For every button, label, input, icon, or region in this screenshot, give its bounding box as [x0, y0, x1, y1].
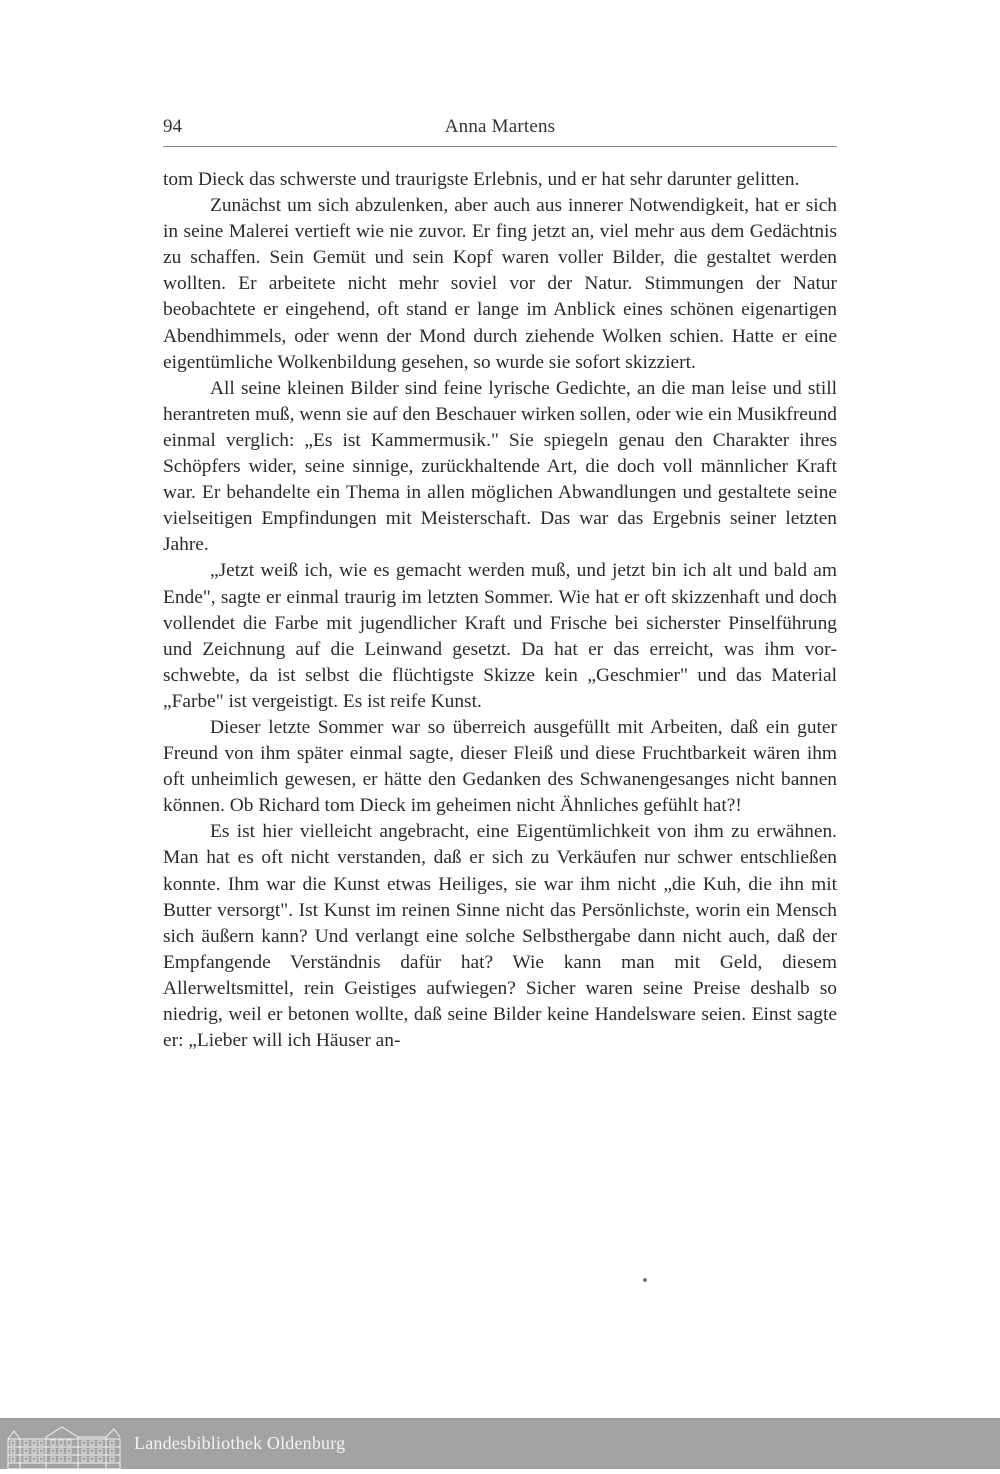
page-number: 94 — [163, 116, 182, 137]
paragraph: „Jetzt weiß ich, wie es gemacht werden muß, und jetzt bin ich alt und bald am Ende", sagte er einmal traurig im letzten Sommer. Wie hat er oft skizzenhaft und doch vollendet die Farbe mit jugendlicher Kraft und Frische bei sicherster Pinselführung und Zeichnung auf die Leinwand gesetzt. Da hat er das erreicht, was ihm vorschwebte, da ist selbst die flüchtigste Skizze kein „Geschmier" und das Material „Farbe" ist vergeistigt. Es ist reife Kunst. — [163, 560, 837, 712]
paragraph: Zunächst um sich abzulenken, aber auch aus innerer Notwendigkeit, hat er sich in seine Malerei vertieft wie nie zuvor. Er fing jetzt an, viel mehr aus dem Gedächtnis zu schaffen. Sein Gemüt und sein Kopf waren voller Bilder, die gestaltet werden wollten. Er arbeitete nicht mehr soviel vor der Natur. Stimmungen der Natur beobachtete er eingehend, oft stand er lange im Anblick eines schönen eigenartigen Abendhimmels, oder wenn der Mond durch ziehende Wolken schien. Hatte er eine eigentümliche Wolkenbildung gesehen, so wurde sie sofort skizziert. — [163, 195, 837, 373]
running-title: Anna Martens — [444, 116, 556, 137]
header-rule — [163, 146, 837, 147]
scan-speck — [643, 1278, 647, 1282]
running-head — [163, 114, 837, 142]
paragraph: All seine kleinen Bilder sind feine lyrische Gedichte, an die man leise und still herantreten muß, wenn sie auf den Beschauer wirken sollen, oder wie ein Musikfreund einmal verglich: „Es ist Kammermusik." Sie spiegeln genau den Charakter ihres Schöpfers wider, seine sinnige, zurückhaltende Art, die doch voll männlicher Kraft war. Er behandelte ein Thema in allen möglichen Abwandlungen und gestaltete seine vielseitigen Empfindungen mit Meisterschaft. Das war das Ergebnis seiner letzten Jahre. — [163, 377, 837, 556]
paragraph: tom Dieck das schwerste und traurigste Erlebnis, und er hat sehr darunter gelitten. — [163, 169, 800, 190]
body-text — [163, 167, 837, 1054]
paragraph: Es ist hier vielleicht angebracht, eine Eigentümlichkeit von ihm zu erwähnen. Man hat es oft nicht verstanden, daß er sich zu Verkäufen nur schwer entschließen konnte. Ihm war die Kunst etwas Heiliges, sie war ihm nicht „die Kuh, die ihn mit Butter versorgt". Ist Kunst im reinen Sinne nicht das Persönlichste, worin ein Mensch sich äußern kann? Und verlangt eine solche Selbsthergabe dann nicht auch, daß der Empfangende Verständnis dafür hat? Wie kann man mit Geld, diesem Allerweltsmittel, rein Geistiges aufwiegen? Sicher waren seine Preise deshalb so niedrig, weil er betonen wollte, daß seine Bilder keine Handelsware seien. Einst sagte er: „Lieber will ich Häuser an- — [163, 821, 837, 1052]
library-name: Landesbibliothek Oldenburg — [134, 1433, 346, 1453]
book-page — [163, 114, 837, 1054]
footer-banner — [0, 1418, 1000, 1469]
paragraph: Dieser letzte Sommer war so überreich ausgefüllt mit Arbeiten, daß ein guter Freund von ihm später einmal sagte, dieser Fleiß und diese Fruchtbarkeit wären ihm oft unheimlich gewesen, er hätte den Gedanken des Schwanengesanges nicht bannen können. Ob Richard tom Dieck im geheimen nicht Ähnliches gefühlt hat?! — [163, 716, 837, 817]
library-building-icon — [6, 1425, 124, 1469]
